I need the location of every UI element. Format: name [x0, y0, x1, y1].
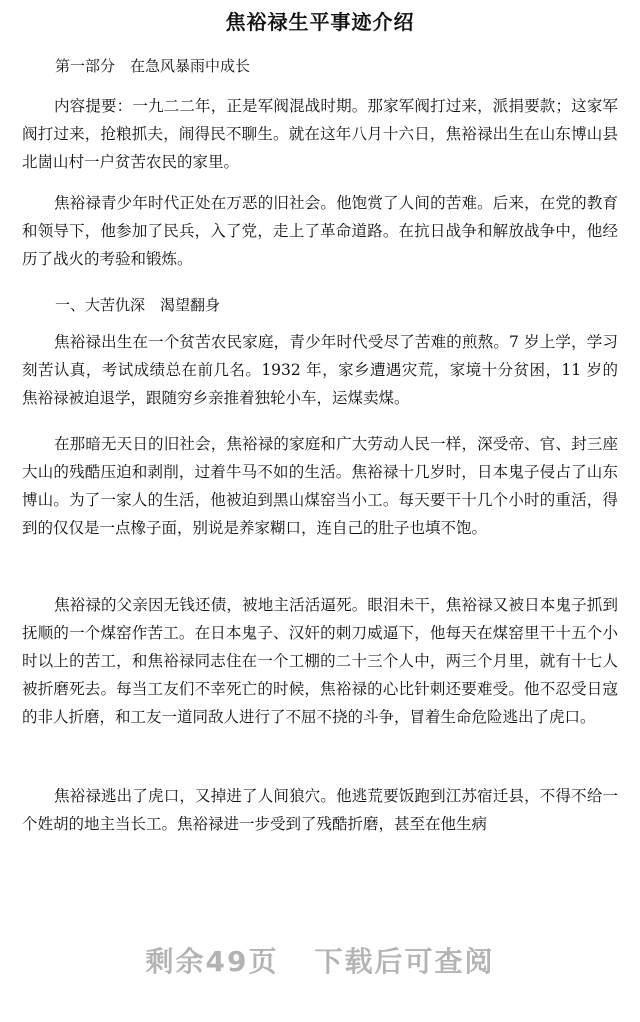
- body-paragraph: 焦裕禄逃出了虎口，又掉进了人间狼穴。他逃荒要饭跑到江苏宿迁县，不得不给一个姓胡的地主当长工。焦裕禄进一步受到了残酷折磨，甚至在他生病: [22, 787, 618, 833]
- body-paragraph: 焦裕禄出生在一个贫苦农民家庭，青少年时代受尽了苦难的煎熬。7 岁上学，学习刻苦认真，考试成绩总在前几名。1932 年，家乡遭遇灾荒，家境十分贫困，11 岁的焦裕禄被迫退学，跟随穷乡亲推着独轮小车，运煤卖煤。: [22, 333, 618, 407]
- document-title: 焦裕禄生平事迹介绍: [225, 10, 415, 34]
- remaining-pages-text: 剩余49页: [145, 945, 279, 978]
- body-paragraph: 在那暗无天日的旧社会，焦裕禄的家庭和广大劳动人民一样，深受帝、官、封三座大山的残酷压迫和剥削，过着牛马不如的生活。焦裕禄十几岁时，日本鬼子侵占了山东博山。为了一家人的生活，他被迫到黑山煤窑当小工。每天要干十几个小时的重活，得到的仅仅是一点橡子面，别说是养家糊口，连自己的肚子也填不饱。: [22, 435, 618, 537]
- section-subheading: 一、大苦仇深 渴望翻身: [55, 296, 221, 314]
- body-paragraph: 焦裕禄的父亲因无钱还债，被地主活活逼死。眼泪未干，焦裕禄又被日本鬼子抓到抚顺的一个煤窑作苦工。在日本鬼子、汉奸的刺刀威逼下，他每天在煤窑里干十五个小时以上的苦工，和焦裕禄同志住在一个工棚的二十三个人中，两三个月里，就有十七人被折磨死去。每当工友们不幸死亡的时候，焦裕禄的心比针刺还要难受。他不忍受日寇的非人折磨，和工友一道同敌人进行了不屈不挠的斗争，冒着生命危险逃出了虎口。: [22, 596, 618, 726]
- download-to-view-text[interactable]: 下载后可查阅: [314, 945, 495, 978]
- intro-paragraph: 焦裕禄青少年时代正处在万恶的旧社会。他饱赏了人间的苦难。后来，在党的教育和领导下，他参加了民兵，入了党，走上了革命道路。在抗日战争和解放战争中，他经历了战火的考验和锻炼。: [22, 194, 618, 268]
- part-heading: 第一部分 在急风暴雨中成长: [55, 57, 251, 75]
- download-prompt[interactable]: [0, 940, 640, 980]
- summary-paragraph: 内容提要：一九二二年，正是军阀混战时期。那家军阀打过来，派捐要款；这家军阀打过来，抢粮抓夫，闹得民不聊生。就在这年八月十六日，焦裕禄出生在山东博山县北崮山村一户贫苦农民的家里。: [22, 97, 618, 171]
